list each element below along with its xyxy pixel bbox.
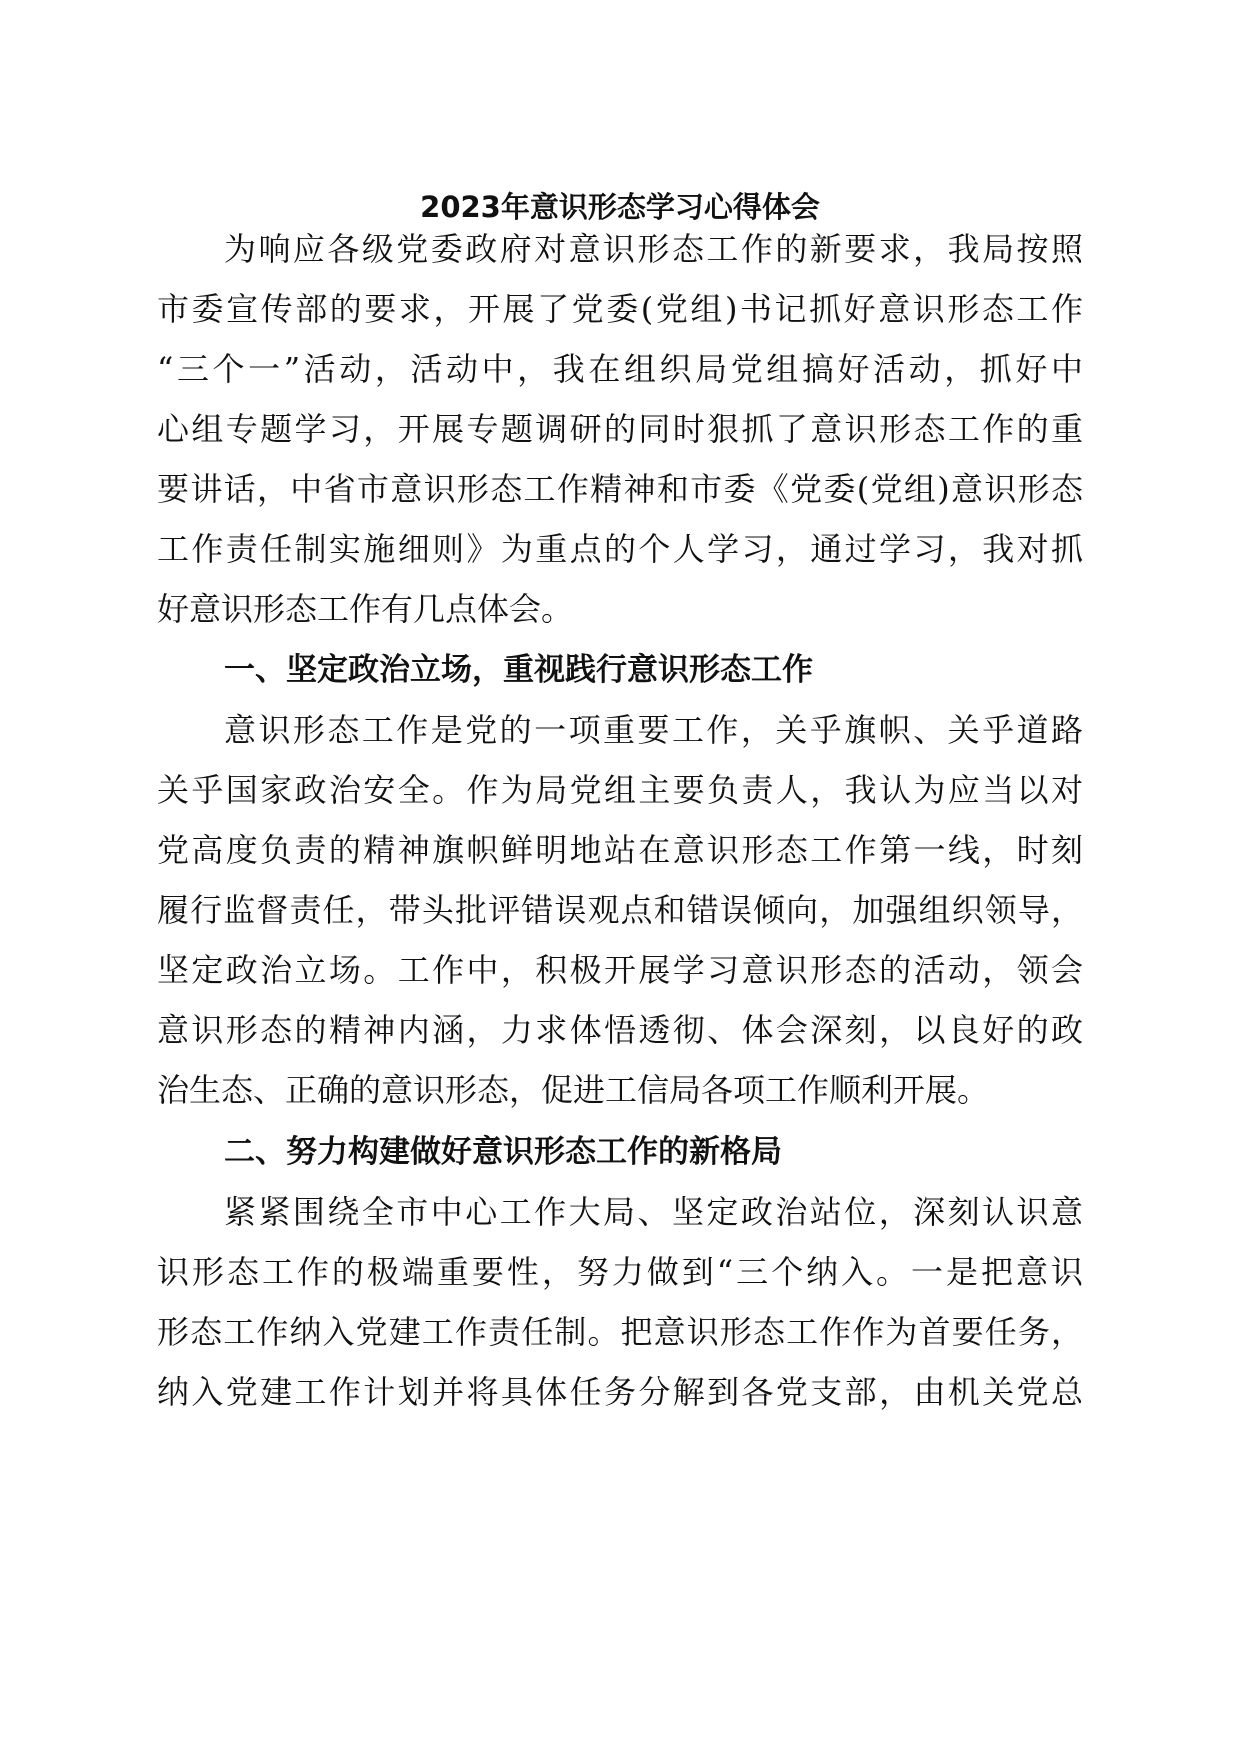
paragraph-line: 坚定政治立场。工作中，积极开展学习意识形态的活动，领会 <box>157 951 1083 989</box>
section-heading: 二、努力构建做好意识形态工作的新格局 <box>224 1134 782 1170</box>
document-title: 2023年意识形态学习心得体会 <box>420 190 820 224</box>
paragraph-line: 关乎国家政治安全。作为局党组主要负责人，我认为应当以对 <box>157 771 1083 809</box>
paragraph-line: 党高度负责的精神旗帜鲜明地站在意识形态工作第一线，时刻 <box>157 831 1083 869</box>
paragraph-line: 识形态工作的极端重要性，努力做到“三个纳入。一是把意识 <box>157 1253 1083 1291</box>
paragraph-line: 形态工作纳入党建工作责任制。把意识形态工作作为首要任务， <box>157 1313 1083 1351</box>
paragraph-line: 纳入党建工作计划并将具体任务分解到各党支部，由机关党总 <box>157 1373 1083 1411</box>
intro-line: 工作责任制实施细则》为重点的个人学习，通过学习，我对抓 <box>157 530 1083 568</box>
intro-line: 要讲话，中省市意识形态工作精神和市委《党委(党组)意识形态 <box>157 470 1083 508</box>
intro-line: 好意识形态工作有几点体会。 <box>157 590 574 628</box>
intro-line: 为响应各级党委政府对意识形态工作的新要求，我局按照 <box>224 230 1083 268</box>
intro-line: 市委宣传部的要求，开展了党委(党组)书记抓好意识形态工作 <box>157 290 1083 328</box>
paragraph-line: 紧紧围绕全市中心工作大局、坚定政治站位，深刻认识意 <box>224 1193 1083 1231</box>
intro-line: “三个一”活动，活动中，我在组织局党组搞好活动，抓好中 <box>157 350 1083 388</box>
paragraph-line: 履行监督责任，带头批评错误观点和错误倾向，加强组织领导， <box>157 891 1083 929</box>
paragraph-line: 治生态、正确的意识形态，促进工信局各项工作顺利开展。 <box>157 1071 990 1109</box>
paragraph-line: 意识形态的精神内涵，力求体悟透彻、体会深刻，以良好的政 <box>157 1011 1083 1049</box>
paragraph-line: 意识形态工作是党的一项重要工作，关乎旗帜、关乎道路 <box>224 711 1083 749</box>
section-heading: 一、坚定政治立场，重视践行意识形态工作 <box>224 652 813 688</box>
intro-line: 心组专题学习，开展专题调研的同时狠抓了意识形态工作的重 <box>157 410 1083 448</box>
